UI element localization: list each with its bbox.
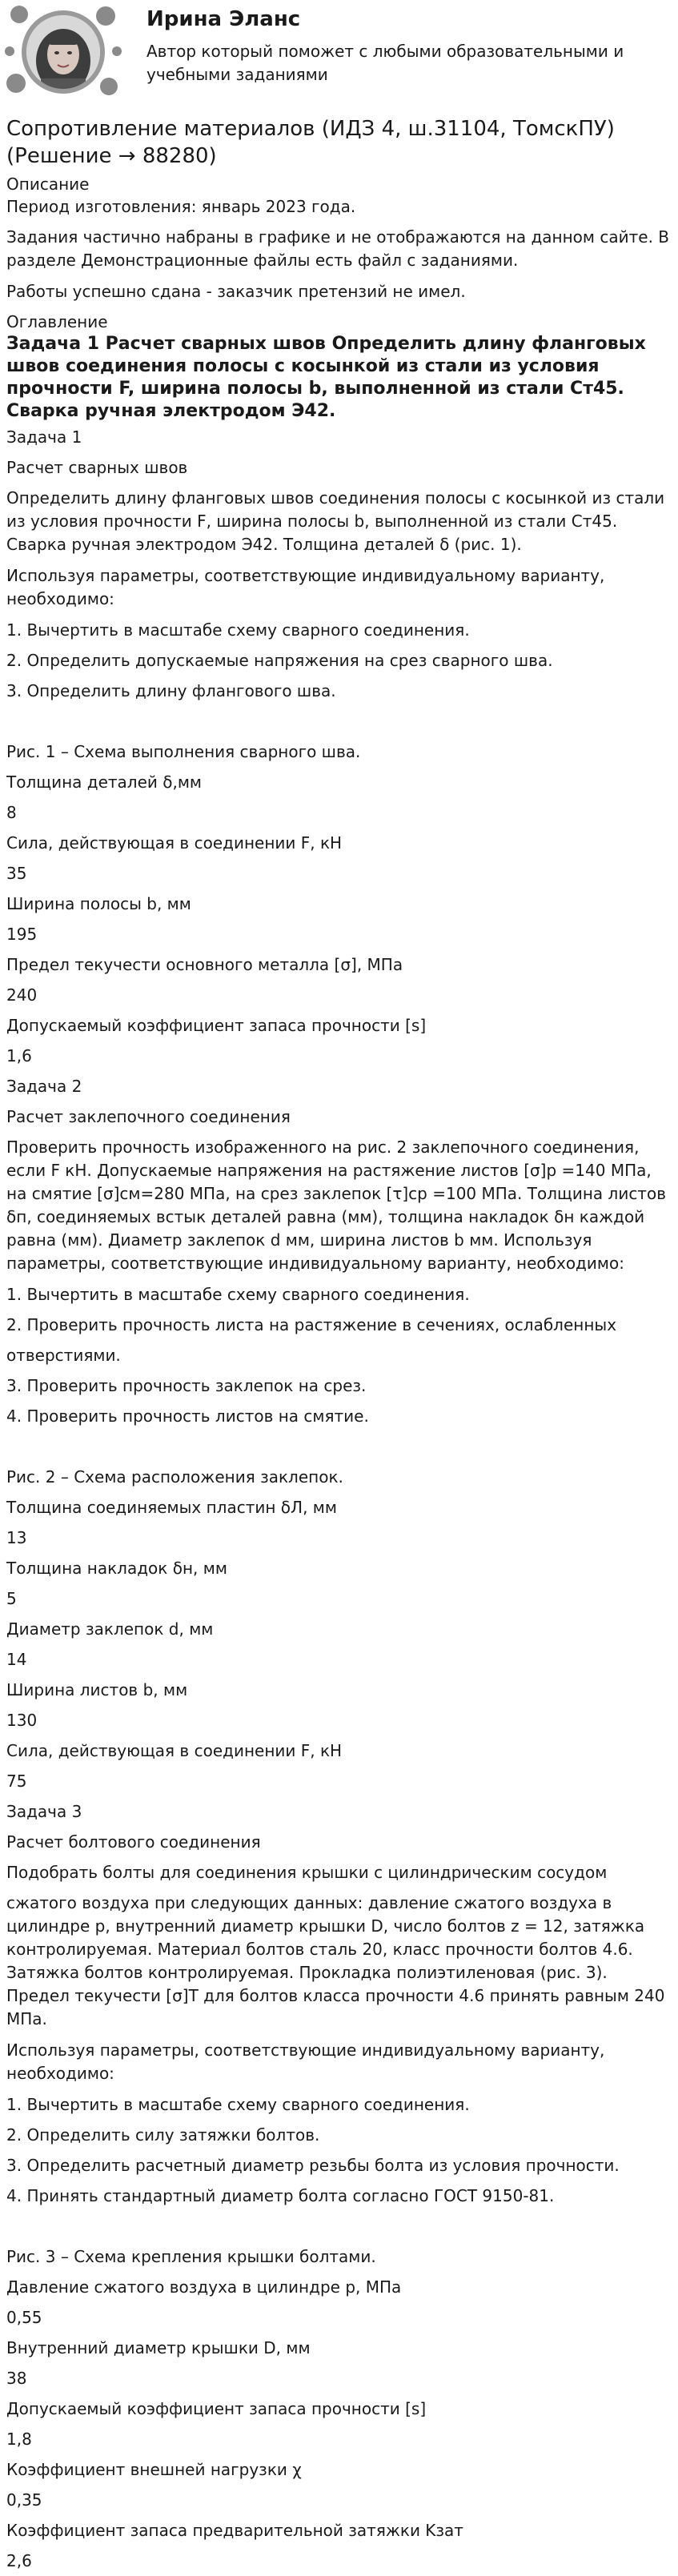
description-label: Описание	[6, 175, 90, 194]
param-value: 195	[6, 925, 38, 944]
task1-step: 1. Вычертить в масштабе схему сварного соединения.	[6, 620, 470, 640]
author-header	[0, 0, 678, 104]
main-content	[6, 115, 672, 2572]
param-value: 75	[6, 1772, 27, 1791]
task2-step: 3. Проверить прочность заклепок на срез.	[6, 1376, 367, 1395]
param-value: 240	[6, 985, 38, 1005]
param-value: 1,8	[6, 2430, 32, 2449]
param-label: Толщина соединяемых пластин δЛ, мм	[6, 1498, 337, 1517]
toc-title: Задача 1 Расчет сварных швов Определить длину фланговых швов соединения полосы с косынкой из стали из условия прочности F, ширина полосы b, выполненной из стали Ст45. Сварка ручная электродом Э42.	[6, 334, 646, 421]
task3-intro: Используя параметры, соответствующие индивидуальному варианту, необходимо:	[6, 2040, 605, 2083]
param-label: Ширина листов b, мм	[6, 1680, 188, 1699]
task3-heading: Задача 3	[6, 1802, 82, 1821]
param-label: Коэффициент внешней нагрузки χ	[6, 2460, 302, 2479]
note-success: Работы успешно сдана - заказчик претензий не имел.	[6, 282, 466, 301]
param-label: Диаметр заклепок d, мм	[6, 1619, 214, 1639]
task2-step: отверстиями.	[6, 1346, 121, 1365]
task1-heading: Задача 1	[6, 427, 82, 447]
task1-intro: Используя параметры, соответствующие индивидуальному варианту, необходимо:	[6, 566, 605, 608]
param-value: 13	[6, 1528, 27, 1547]
toc-label: Оглавление	[6, 312, 108, 331]
task3-step: 2. Определить силу затяжки болтов.	[6, 2125, 320, 2145]
task3-text: сжатого воздуха при следующих данных: давление сжатого воздуха в цилиндре p, внутренний диаметр крышки D, число болтов z = 12, затяжка контролируемая. Материал болтов сталь 20, класс прочности болтов 4.6. Затяжка болтов контролируемая. Прокладка полиэтиленовая (рис. 3). Предел текучести [σ]Т для болтов класса прочности 4.6 принять равным 240 МПа.	[6, 1893, 665, 2028]
param-value: 5	[6, 1589, 17, 1608]
param-label: Коэффициент запаса предварительной затяжки Kзат	[6, 2521, 463, 2540]
task3-step: 4. Принять стандартный диаметр болта согласно ГОСТ 9150-81.	[6, 2186, 555, 2205]
task1-text: Определить длину фланговых швов соединения полосы с косынкой из стали из условия прочности F, ширина полосы b, выполненной из стали Ст45. Сварка ручная электродом Э42. Толщина деталей δ (рис. 1).	[6, 488, 665, 554]
param-value: 35	[6, 864, 27, 883]
task1-subheading: Расчет сварных швов	[6, 458, 188, 477]
task2-step: 2. Проверить прочность листа на растяжение в сечениях, ослабленных	[6, 1315, 617, 1334]
param-label: Допускаемый коэффициент запаса прочности [s]	[6, 2399, 427, 2418]
task3-subheading: Расчет болтового соединения	[6, 1832, 261, 1852]
task3-step: 1. Вычертить в масштабе схему сварного соединения.	[6, 2095, 470, 2114]
task2-heading: Задача 2	[6, 1077, 82, 1096]
param-value: 14	[6, 1650, 27, 1669]
task2-step: 4. Проверить прочность листов на смятие.	[6, 1406, 369, 1426]
page-title: Сопротивление материалов (ИДЗ 4, ш.31104, ТомскПУ) (Решение → 88280)	[6, 117, 615, 168]
avatar	[5, 5, 122, 99]
param-label: Сила, действующая в соединении F, кН	[6, 1741, 343, 1760]
param-label: Допускаемый коэффициент запаса прочности [s]	[6, 1016, 427, 1035]
param-label: Давление сжатого воздуха в цилиндре p, МПа	[6, 2277, 402, 2297]
task2-figure-caption: Рис. 2 – Схема расположения заклепок.	[6, 1467, 343, 1487]
param-value: 2,6	[6, 2551, 32, 2570]
task2-text: Проверить прочность изображенного на рис. 2 заклепочного соединения, если F кН. Допускаемые напряжения на растяжение листов [σ]р =140 МПа, на смятие [σ]см=280 МПа, на срез заклепок [τ]ср =100 МПа. Толщина листов δп, соединяемых встык деталей равна (мм), толщина накладок δн каждой равна (мм). Диаметр заклепок d мм, ширина листов b мм. Используя параметры, соответствующие индивидуальному варианту, необходимо:	[6, 1138, 666, 1273]
task1-step: 2. Определить допускаемые напряжения на срез сварного шва.	[6, 651, 553, 670]
param-label: Толщина накладок δн, мм	[6, 1559, 227, 1578]
param-value: 0,55	[6, 2308, 42, 2327]
param-value: 38	[6, 2369, 27, 2388]
param-label: Ширина полосы b, мм	[6, 894, 191, 913]
task1-step: 3. Определить длину флангового шва.	[6, 681, 336, 700]
param-label: Сила, действующая в соединении F, кН	[6, 833, 343, 853]
param-label: Предел текучести основного металла [σ], МПа	[6, 955, 403, 974]
param-label: Толщина деталей δ,мм	[6, 772, 203, 792]
task2-subheading: Расчет заклепочного соединения	[6, 1107, 291, 1126]
param-value: 8	[6, 803, 17, 822]
task3-text-intro: Подобрать болты для соединения крышки с цилиндрическим сосудом	[6, 1863, 608, 1882]
note-partial-graphics: Задания частично набраны в графике и не отображаются на данном сайте. В разделе Демонстрационные файлы есть файл с заданиями.	[6, 227, 670, 270]
task3-step: 3. Определить расчетный диаметр резьбы болта из условия прочности.	[6, 2156, 620, 2175]
author-name[interactable]: Ирина Эланс	[146, 7, 301, 31]
param-value: 0,35	[6, 2490, 42, 2510]
param-value: 130	[6, 1711, 38, 1730]
param-value: 1,6	[6, 1046, 32, 1065]
task1-figure-caption: Рис. 1 – Схема выполнения сварного шва.	[6, 742, 361, 761]
param-label: Внутренний диаметр крышки D, мм	[6, 2338, 311, 2357]
task3-figure-caption: Рис. 3 – Схема крепления крышки болтами.	[6, 2247, 376, 2266]
author-description: Автор который поможет с любыми образовательными и учебными заданиями	[146, 42, 624, 84]
task2-step: 1. Вычертить в масштабе схему сварного соединения.	[6, 1285, 470, 1304]
period-text: Период изготовления: январь 2023 года.	[6, 197, 356, 216]
